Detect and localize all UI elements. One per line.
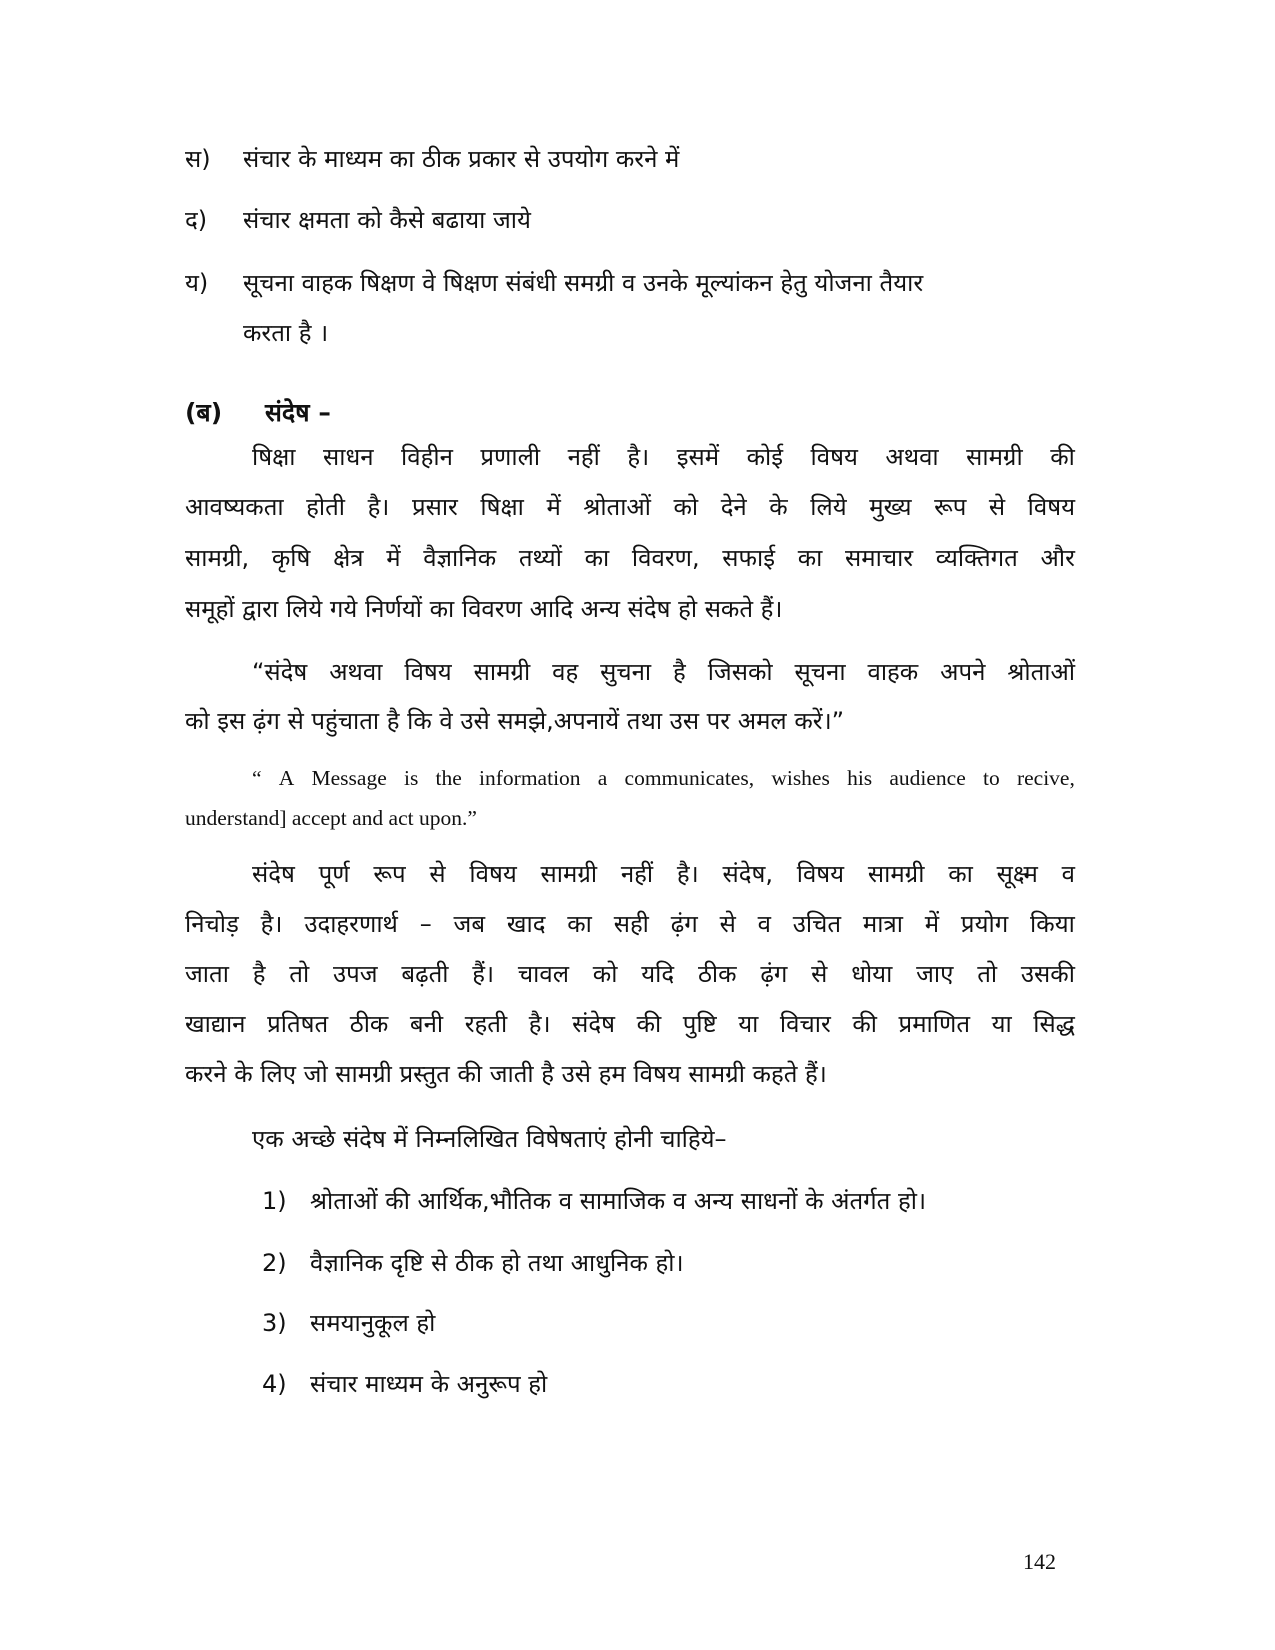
- word: है।: [627, 443, 650, 471]
- word: से: [719, 910, 736, 938]
- word: his: [847, 766, 873, 790]
- paragraph-line: करने के लिए जो सामग्री प्रस्तुत की जाती है उसे हम विषय सामग्री कहते हैं।: [185, 1060, 827, 1088]
- word: सामग्री: [473, 658, 531, 686]
- word: खाद्यान: [185, 1010, 246, 1038]
- paragraph-text: [185, 541, 1075, 575]
- word: सूचना: [794, 658, 846, 686]
- numbered-item: [262, 1184, 926, 1218]
- word: रूप: [373, 860, 406, 888]
- numbered-item-text: श्रोताओं की आर्थिक,भौतिक व सामाजिक व अन्य साधनों के अंतर्गत हो।: [310, 1187, 927, 1215]
- word: षिक्षा: [252, 443, 296, 471]
- paragraph-line: [185, 907, 1075, 941]
- word: बनी: [409, 1010, 444, 1038]
- word: की: [852, 1010, 877, 1038]
- list-item-label: स): [185, 145, 211, 173]
- word: कृषि: [271, 544, 311, 572]
- word: है।: [528, 1010, 551, 1038]
- word: होती: [306, 493, 346, 521]
- word: the: [435, 766, 462, 790]
- word: का: [584, 544, 610, 572]
- numbered-item: [262, 1306, 435, 1340]
- word: चावल: [517, 960, 569, 988]
- word: संदेष,: [722, 860, 773, 888]
- numbered-item-text: संचार माध्यम के अनुरूप हो: [310, 1370, 548, 1398]
- word: का: [797, 544, 823, 572]
- word: की: [636, 1010, 662, 1038]
- word: साधन: [323, 443, 374, 471]
- english-quote-line: [185, 763, 1075, 793]
- word: को: [592, 960, 618, 988]
- word: के: [769, 493, 788, 521]
- paragraph-text: [185, 957, 1075, 991]
- word: communicates,: [624, 766, 755, 790]
- paragraph-line: [185, 857, 1075, 891]
- word: पूर्ण: [318, 860, 350, 888]
- word: जाए: [916, 960, 954, 988]
- word: recive,: [1016, 766, 1075, 790]
- list-item-label: द): [185, 206, 208, 234]
- word: सही: [613, 910, 649, 938]
- word: किया: [1030, 910, 1075, 938]
- numbered-item-number: 2): [262, 1249, 287, 1277]
- word: है।: [676, 860, 699, 888]
- word: का: [948, 860, 973, 888]
- paragraph-line: [185, 957, 1075, 991]
- list-intro: एक अच्छे संदेष में निम्नलिखित विषेषताएं होनी चाहिये–: [252, 1125, 727, 1153]
- word: तो: [977, 960, 998, 988]
- word: ठीक: [349, 1010, 389, 1038]
- word: धोया: [851, 960, 893, 988]
- paragraph-line: [185, 440, 1075, 474]
- list-item-text: संचार के माध्यम का ठीक प्रकार से उपयोग करने में: [243, 145, 680, 173]
- word: उपज: [332, 960, 378, 988]
- list-item-continuation: करता है ।: [243, 319, 329, 347]
- word: वैज्ञानिक: [423, 544, 497, 572]
- word: और: [1040, 544, 1075, 572]
- section-heading-text: संदेष –: [265, 398, 331, 427]
- word: से: [811, 960, 828, 988]
- word: देने: [720, 493, 747, 521]
- word: बढ़ती: [401, 960, 449, 988]
- word: “: [252, 766, 262, 790]
- word: –: [419, 910, 432, 938]
- word: की: [1050, 443, 1075, 471]
- word: सफाई: [722, 544, 776, 572]
- word: है।: [367, 493, 390, 521]
- word: प्रणाली: [480, 443, 541, 471]
- numbered-item-text: समयानुकूल हो: [310, 1309, 436, 1337]
- word: ढ़ंग: [760, 960, 788, 988]
- word: विषय: [1027, 493, 1075, 521]
- word: अथवा: [329, 658, 383, 686]
- word: जाता: [185, 960, 229, 988]
- word: सिद्ध: [1033, 1010, 1075, 1038]
- word: है: [252, 960, 266, 988]
- word: खाद: [506, 910, 546, 938]
- word: है: [673, 658, 686, 686]
- word: विषय: [404, 658, 452, 686]
- word: विषय: [796, 860, 845, 888]
- word: अथवा: [885, 443, 939, 471]
- word: प्रमाणित: [898, 1010, 971, 1038]
- word: अपने: [940, 658, 986, 686]
- word: तथ्यों: [518, 544, 562, 572]
- word: to: [983, 766, 1000, 790]
- word: नहीं: [567, 443, 600, 471]
- numbered-item: [262, 1367, 547, 1401]
- paragraph-text: [185, 857, 1075, 891]
- list-item: [185, 266, 923, 300]
- word: audience: [889, 766, 966, 790]
- word: Message: [311, 766, 387, 790]
- quote-text: [185, 655, 1075, 689]
- paragraph-text: [185, 1007, 1075, 1041]
- word: से: [429, 860, 446, 888]
- section-heading-label: (ब): [185, 398, 223, 427]
- word: विचार: [779, 1010, 831, 1038]
- word: षिक्षा: [480, 493, 524, 521]
- paragraph-text: [185, 490, 1075, 524]
- word: ठीक: [697, 960, 737, 988]
- word: में: [386, 544, 401, 572]
- word: निचोड़: [185, 910, 239, 938]
- word: यदि: [641, 960, 675, 988]
- word: मुख्य: [869, 493, 912, 521]
- word: सूक्ष्म: [996, 860, 1038, 888]
- word: सामग्री: [867, 860, 925, 888]
- word: का: [567, 910, 592, 938]
- english-quote-text: [185, 763, 1075, 793]
- english-quote-line: understand] accept and act upon.”: [185, 806, 477, 830]
- list-item-label: य): [185, 269, 209, 297]
- list-item-text: सूचना वाहक षिक्षण वे षिक्षण संबंधी समग्री व उनके मूल्यांकन हेतु योजना तैयार: [243, 269, 924, 297]
- word: संदेष: [572, 1010, 615, 1038]
- word: विहीन: [401, 443, 453, 471]
- word: में: [546, 493, 561, 521]
- word: मात्रा: [862, 910, 903, 938]
- numbered-item-number: 3): [262, 1309, 287, 1337]
- word: सुचना: [600, 658, 652, 686]
- paragraph-line: समूहों द्वारा लिये गये निर्णयों का विवरण आदि अन्य संदेष हो सकते हैं।: [185, 595, 783, 623]
- list-item: [185, 203, 531, 237]
- list-item-text: संचार क्षमता को कैसे बढाया जाये: [243, 206, 531, 234]
- word: में: [924, 910, 940, 938]
- word: is: [403, 766, 419, 790]
- word: wishes: [771, 766, 830, 790]
- word: सामग्री: [966, 443, 1023, 471]
- word: सामग्री,: [185, 544, 250, 572]
- word: information: [479, 766, 581, 790]
- numbered-item-text: वैज्ञानिक दृष्टि से ठीक हो तथा आधुनिक हो।: [310, 1249, 684, 1277]
- word: संदेष: [252, 860, 295, 888]
- word: लिये: [810, 493, 847, 521]
- word: ढ़ंग: [670, 910, 698, 938]
- word: प्रयोग: [960, 910, 1009, 938]
- word: विषय: [469, 860, 517, 888]
- word: जब: [453, 910, 486, 938]
- word: तो: [289, 960, 310, 988]
- paragraph-line: [185, 490, 1075, 524]
- word: व: [757, 910, 771, 938]
- quote-line: [185, 655, 1075, 689]
- paragraph-line: [185, 1007, 1075, 1041]
- word: उसकी: [1020, 960, 1075, 988]
- word: प्रसार: [411, 493, 458, 521]
- word: हैं।: [472, 960, 495, 988]
- word: नहीं: [620, 860, 654, 888]
- word: व: [1061, 860, 1075, 888]
- word: से: [988, 493, 1006, 521]
- word: सामग्री: [540, 860, 598, 888]
- word: उदाहरणार्थ: [304, 910, 398, 938]
- word: रूप: [934, 493, 967, 521]
- word: है।: [260, 910, 283, 938]
- page-number: 142: [1023, 1549, 1056, 1574]
- word: A: [278, 766, 295, 790]
- word: इसमें: [676, 443, 720, 471]
- word: क्षेत्र: [333, 544, 364, 572]
- paragraph-text: [185, 907, 1075, 941]
- paragraph-text: [185, 440, 1075, 474]
- word: व्यक्तिगत: [935, 544, 1018, 572]
- word: या: [991, 1010, 1012, 1038]
- word: विषय: [810, 443, 858, 471]
- word: आवष्यकता: [185, 493, 284, 521]
- numbered-item-number: 4): [262, 1370, 287, 1398]
- word: वह: [552, 658, 579, 686]
- word: रहती: [464, 1010, 508, 1038]
- word: या: [738, 1010, 759, 1038]
- word: पुष्टि: [682, 1010, 717, 1038]
- paragraph-line: [185, 541, 1075, 575]
- numbered-item: [262, 1246, 684, 1280]
- quote-line: को इस ढ़ंग से पहुंचाता है कि वे उसे समझे,अपनायें तथा उस पर अमल करें।”: [185, 707, 845, 735]
- word: श्रोताओं: [583, 493, 651, 521]
- word: समाचार: [845, 544, 914, 572]
- list-item: [185, 142, 679, 176]
- word: प्रतिषत: [267, 1010, 329, 1038]
- word: वाहक: [867, 658, 919, 686]
- word: a: [597, 766, 608, 790]
- word: कोई: [746, 443, 784, 471]
- word: श्रोताओं: [1007, 658, 1075, 686]
- word: उचित: [792, 910, 842, 938]
- word: जिसको: [707, 658, 773, 686]
- word: “संदेष: [252, 658, 308, 686]
- section-heading: [185, 396, 331, 430]
- word: विवरण,: [631, 544, 700, 572]
- numbered-item-number: 1): [262, 1187, 287, 1215]
- word: को: [673, 493, 699, 521]
